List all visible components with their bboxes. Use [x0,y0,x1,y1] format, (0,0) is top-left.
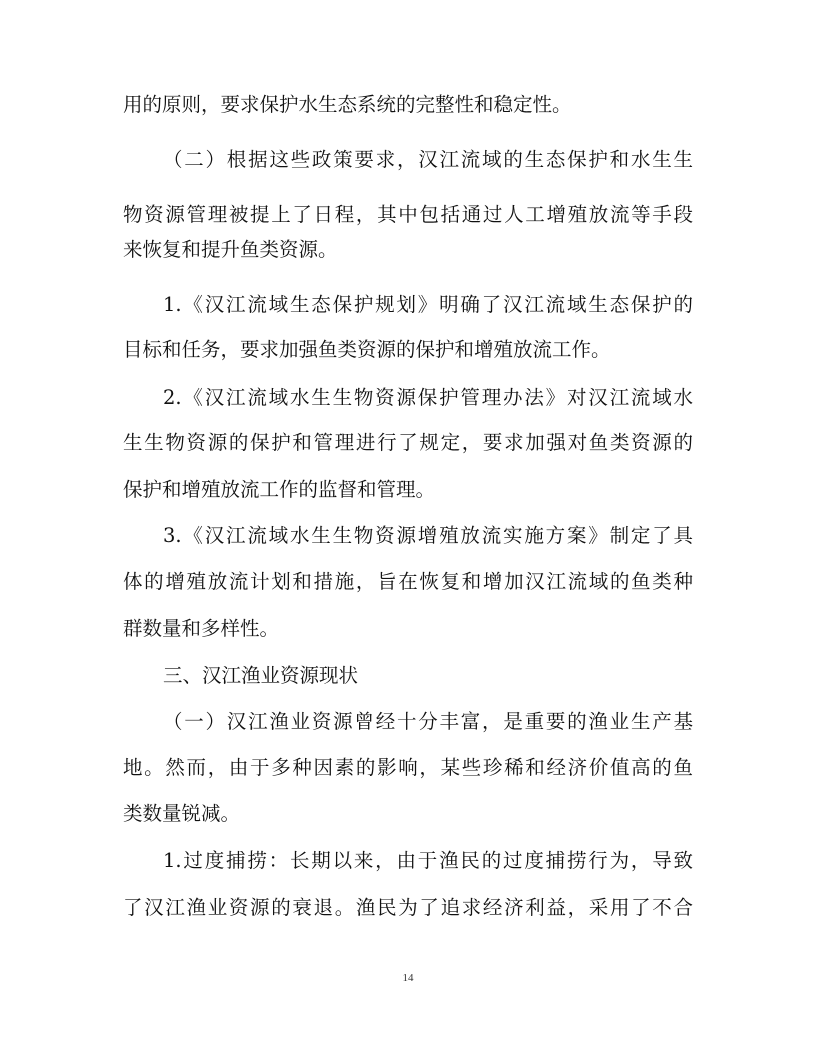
text-line: 用的原则，要求保护水生态系统的完整性和稳定性。 [123,93,572,116]
section-heading: 三、汉江渔业资源现状 [163,664,359,687]
text-line: 生生物资源的保护和管理进行了规定，要求加强对鱼类资源的 [123,431,693,454]
text-line: 群数量和多样性。 [123,617,280,640]
text-line: 1.过度捕捞：长期以来，由于渔民的过度捕捞行为，导致 [163,849,693,872]
page-number: 14 [402,972,414,984]
text-line: 3.《汉江流域水生生物资源增殖放流实施方案》制定了具 [163,524,693,547]
text-line: 保护和增殖放流工作的监督和管理。 [123,478,436,501]
text-line: 地。然而，由于多种因素的影响，某些珍稀和经济价值高的鱼 [123,756,693,779]
text-line: （二）根据这些政策要求，汉江流域的生态保护和水生生 [163,148,693,171]
text-line: 类数量锐减。 [123,802,241,825]
text-line: 了汉江渔业资源的衰退。渔民为了追求经济利益，采用了不合 [123,896,693,919]
text-line: 物资源管理被提上了日程，其中包括通过人工增殖放流等手段 [123,203,693,226]
text-line: 1.《汉江流域生态保护规划》明确了汉江流域生态保护的 [163,293,693,316]
text-line: 目标和任务，要求加强鱼类资源的保护和增殖放流工作。 [123,338,611,361]
text-line: （一）汉江渔业资源曾经十分丰富，是重要的渔业生产基 [163,710,693,733]
text-line: 体的增殖放流计划和措施，旨在恢复和增加汉江流域的鱼类种 [123,570,693,593]
text-line: 2.《汉江流域水生生物资源保护管理办法》对汉江流域水 [163,386,693,409]
text-line: 来恢复和提升鱼类资源。 [123,238,338,261]
